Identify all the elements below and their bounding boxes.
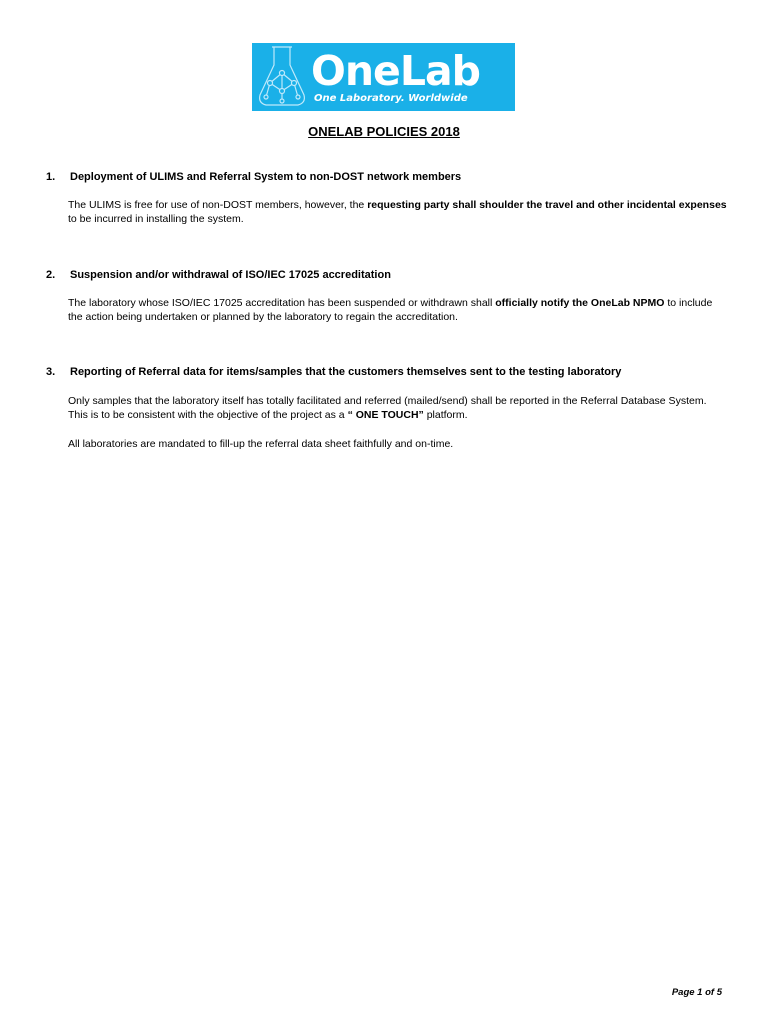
logo-tagline: One Laboratory. Worldwide (314, 93, 468, 104)
section-1-number: 1. (46, 171, 56, 183)
text-run: platform. (423, 409, 468, 421)
section-3-heading: Reporting of Referral data for items/samples that the customers themselves sent to the testing laboratory (70, 366, 622, 378)
text-run: The laboratory whose ISO/IEC 17025 accreditation has been suspended or withdrawn shall (68, 297, 496, 309)
onelab-logo (252, 43, 515, 111)
logo-wordmark: OneLab (311, 47, 480, 95)
text-run: to include the action being undertaken or planned by the laboratory to regain the accreditation. (68, 297, 713, 323)
bold-text-run: officially notify the OneLab NPMO (495, 297, 665, 309)
text-run: to be incurred in installing the system. (68, 213, 244, 225)
section-1-heading: Deployment of ULIMS and Referral System to non-DOST network members (70, 171, 462, 183)
bold-text-run: requesting party shall shoulder the travel and other incidental expenses (367, 199, 727, 211)
section-2-number: 2. (46, 269, 56, 281)
section-3-paragraph-2: All laboratories are mandated to fill-up the referral data sheet faithfully and on-time. (68, 438, 454, 450)
section-1-paragraph (68, 198, 728, 226)
document-title: ONELAB POLICIES 2018 (308, 124, 460, 139)
section-2-heading: Suspension and/or withdrawal of ISO/IEC 17025 accreditation (70, 269, 391, 281)
network-flask-icon (252, 43, 312, 111)
section-3-number: 3. (46, 366, 56, 378)
page-number: Page 1 of 5 (671, 987, 722, 998)
section-3-paragraph (68, 394, 728, 422)
text-run: Only samples that the laboratory itself has totally facilitated and referred (mailed/send) shall be reported in the Referral Database System. This is to be consistent with the objective of the project as a (68, 395, 707, 421)
section-2-paragraph (68, 296, 728, 324)
text-run: The ULIMS is free for use of non-DOST members, however, the (68, 199, 368, 211)
bold-text-run: “ ONE TOUCH” (347, 409, 424, 421)
